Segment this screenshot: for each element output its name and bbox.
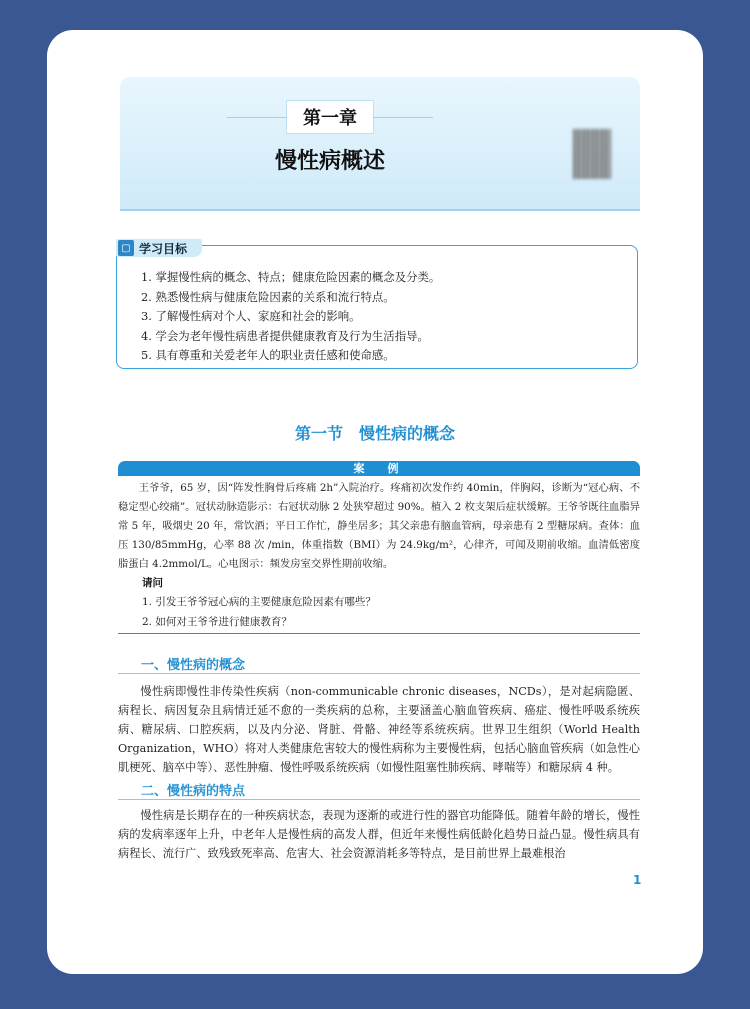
book-page (47, 30, 703, 974)
case-ask-label: 请问 (142, 577, 163, 589)
objectives-list (141, 268, 621, 366)
subsection-rule-1 (118, 673, 640, 674)
subsection-rule-2 (118, 799, 640, 800)
list-item: 3. 了解慢性病对个人、家庭和社会的影响。 (141, 309, 361, 323)
chapter-title: 慢性病概述 (274, 149, 386, 174)
case-questions (142, 592, 376, 632)
list-item: 4. 学会为老年慢性病患者提供健康教育及行为生活指导。 (141, 328, 429, 343)
page-number: 1 (633, 873, 642, 887)
subsection-title-2: 二、慢性病的特点 (141, 784, 246, 799)
learning-objectives-tag (116, 239, 202, 257)
list-item: 5. 具有尊重和关爱老年人的职业责任感和使命感。 (141, 348, 395, 362)
book-icon: ▢ (118, 240, 134, 256)
list-item: 1. 引发王爷爷冠心病的主要健康危险因素有哪些？ (142, 596, 376, 608)
qr-code-icon (573, 129, 611, 179)
list-item: 2. 如何对王爷爷进行健康教育？ (142, 616, 292, 628)
subsection-title-1: 一、慢性病的概念 (141, 658, 246, 673)
learning-objectives-label: 学习目标 (139, 241, 188, 256)
case-divider (118, 633, 640, 634)
chapter-number: 第一章 (286, 100, 374, 134)
subsection-text-2: 慢性病是长期存在的一种疾病状态，表现为逐渐的或进行性的器官功能降低。随着年龄的增长，慢性病的发病率逐年上升，中老年人是慢性病的高发人群，但近年来慢性病低龄化趋势日益凸显。慢性病具有病程长、流行广、致残致死率高、危害大、社会资源消耗多等特点，是目前世界上最难根治 (118, 809, 640, 860)
list-item: 2. 熟悉慢性病与健康危险因素的关系和流行特点。 (141, 289, 395, 304)
case-text: 王爷爷，65 岁，因“阵发性胸骨后疼痛 2h”入院治疗。疼痛初次发作约 40min，伴胸闷，诊断为“冠心病、不稳定型心绞痛”。冠状动脉造影示：右冠状动脉 2 处狭窄超过 90%。植入 2 枚支架后症状缓解。王爷爷既往血脂异常 5 年，吸烟史 20 年，常饮酒；平日工作忙，静坐居多；其父亲患有脑血管病，母亲患有 2 型糖尿病。查体：血压 130/85mmHg，心率 88 次 /min，体重指数（BMI）为 24.9kg/m²，心律齐，可闻及期前收缩。血清低密度脂蛋白 4.2mmol/L。心电图示：频发房室交界性期前收缩。 (118, 482, 640, 570)
list-item: 1. 掌握慢性病的概念、特点；健康危险因素的概念及分类。 (141, 270, 441, 284)
subsection-text-1: 慢性病即慢性非传染性疾病（non-communicable chronic diseases，NCDs），是对起病隐匿、病程长、病因复杂且病情迁延不愈的一类疾病的总称，主要涵盖心脑血管疾病、癌症、慢性呼吸系统疾病、糖尿病、口腔疾病，以及内分泌、肾脏、骨骼、神经等系统疾病。世界卫生组织（World Health Organization，WHO）将对人类健康危害较大的慢性病称为主要慢性病，包括心脑血管疾病（如急性心肌梗死、脑卒中等）、恶性肿瘤、慢性呼吸系统疾病（如慢性阻塞性肺疾病、哮喘等）和糖尿病 4 种。 (118, 685, 640, 774)
section-title: 第一节 慢性病的概念 (294, 424, 455, 443)
case-label: 案 例 (118, 461, 640, 476)
